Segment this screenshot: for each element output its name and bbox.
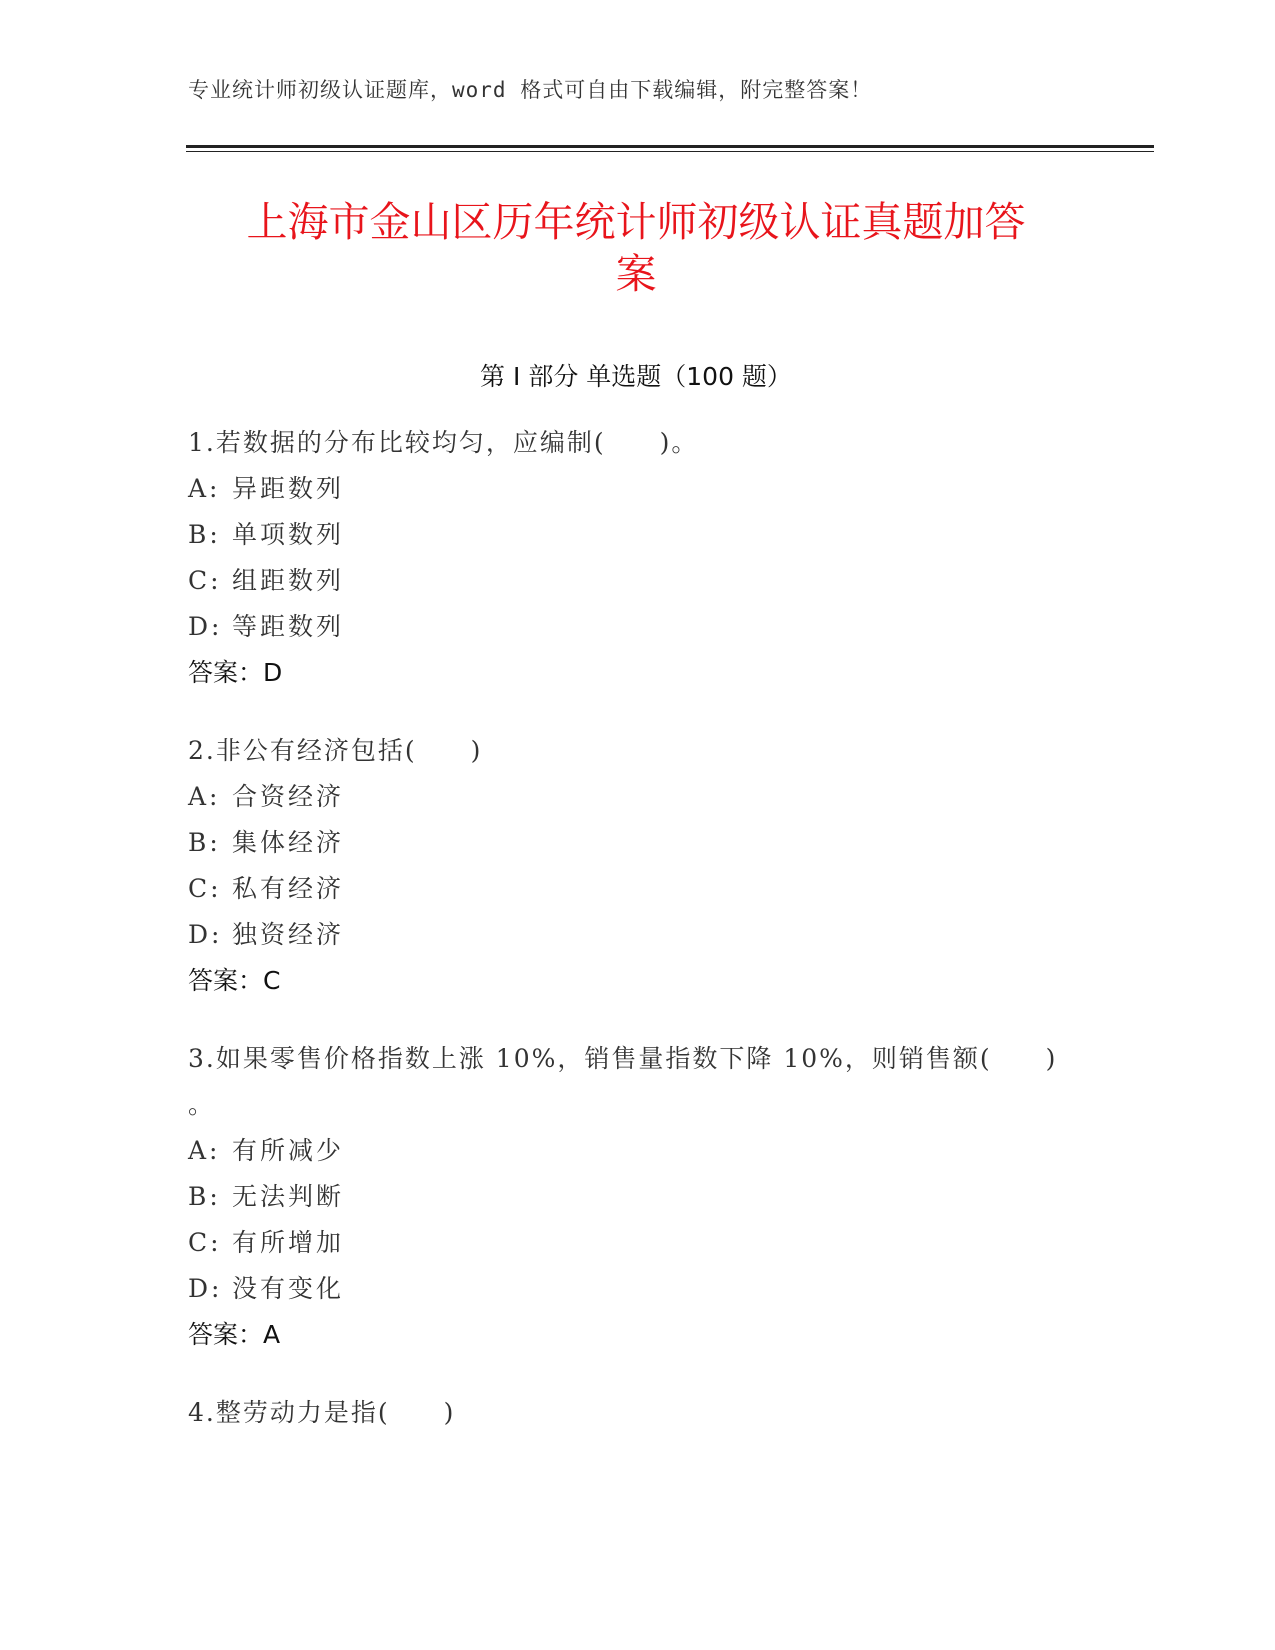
option-a bbox=[188, 466, 1088, 512]
option-text: 组距数列 bbox=[232, 566, 345, 595]
option-text: 没有变化 bbox=[232, 1274, 345, 1303]
answer-line: 答案：A bbox=[188, 1320, 281, 1349]
option-letter: C: bbox=[188, 566, 222, 595]
answer-line: 答案：D bbox=[188, 658, 283, 687]
question-stem: 1.若数据的分布比较均匀，应编制( )。 bbox=[188, 428, 699, 457]
option-b bbox=[188, 1174, 1088, 1220]
option-text: 合资经济 bbox=[232, 782, 345, 811]
option-letter: A: bbox=[188, 474, 221, 503]
option-b bbox=[188, 820, 1088, 866]
question-stem: 3.如果零售价格指数上涨 10%，销售量指数下降 10%，则销售额( ) bbox=[188, 1044, 1058, 1073]
option-text: 集体经济 bbox=[232, 828, 345, 857]
option-letter: B: bbox=[188, 828, 221, 857]
option-letter: B: bbox=[188, 1182, 221, 1211]
answer-line: 答案：C bbox=[188, 966, 281, 995]
option-text: 私有经济 bbox=[232, 874, 345, 903]
question-stem: 4.整劳动力是指( ) bbox=[188, 1398, 456, 1427]
option-text: 异距数列 bbox=[232, 474, 345, 503]
option-c bbox=[188, 866, 1088, 912]
option-letter: C: bbox=[188, 1228, 222, 1257]
option-text: 等距数列 bbox=[232, 612, 345, 641]
option-d bbox=[188, 604, 1088, 650]
question-2 bbox=[188, 728, 1088, 1004]
header-divider-thin bbox=[186, 151, 1154, 152]
question-stem: 2.非公有经济包括( ) bbox=[188, 736, 483, 765]
option-text: 独资经济 bbox=[232, 920, 345, 949]
section-heading: 第 I 部分 单选题（100 题） bbox=[480, 362, 792, 391]
option-letter: D: bbox=[188, 1274, 223, 1303]
header-note: 专业统计师初级认证题库，word 格式可自由下载编辑，附完整答案！ bbox=[188, 78, 873, 102]
option-letter: A: bbox=[188, 782, 221, 811]
header-divider-thick bbox=[186, 145, 1154, 148]
option-text: 有所增加 bbox=[232, 1228, 345, 1257]
document-title-line-2: 案 bbox=[615, 250, 657, 298]
option-letter: C: bbox=[188, 874, 222, 903]
option-text: 有所减少 bbox=[232, 1136, 345, 1165]
document-title-line-1: 上海市金山区历年统计师初级认证真题加答 bbox=[246, 198, 1026, 246]
option-letter: B: bbox=[188, 520, 221, 549]
question-3 bbox=[188, 1036, 1088, 1358]
option-letter: D: bbox=[188, 612, 223, 641]
option-d bbox=[188, 1266, 1088, 1312]
option-letter: D: bbox=[188, 920, 223, 949]
option-d bbox=[188, 912, 1088, 958]
option-letter: A: bbox=[188, 1136, 221, 1165]
option-text: 单项数列 bbox=[232, 520, 345, 549]
option-c bbox=[188, 1220, 1088, 1266]
option-c bbox=[188, 558, 1088, 604]
question-stem-wrap: 。 bbox=[188, 1090, 214, 1119]
option-text: 无法判断 bbox=[232, 1182, 345, 1211]
option-b bbox=[188, 512, 1088, 558]
option-a bbox=[188, 774, 1088, 820]
option-a bbox=[188, 1128, 1088, 1174]
question-1 bbox=[188, 420, 1088, 696]
question-4 bbox=[188, 1390, 1088, 1436]
document-title bbox=[186, 196, 1086, 300]
